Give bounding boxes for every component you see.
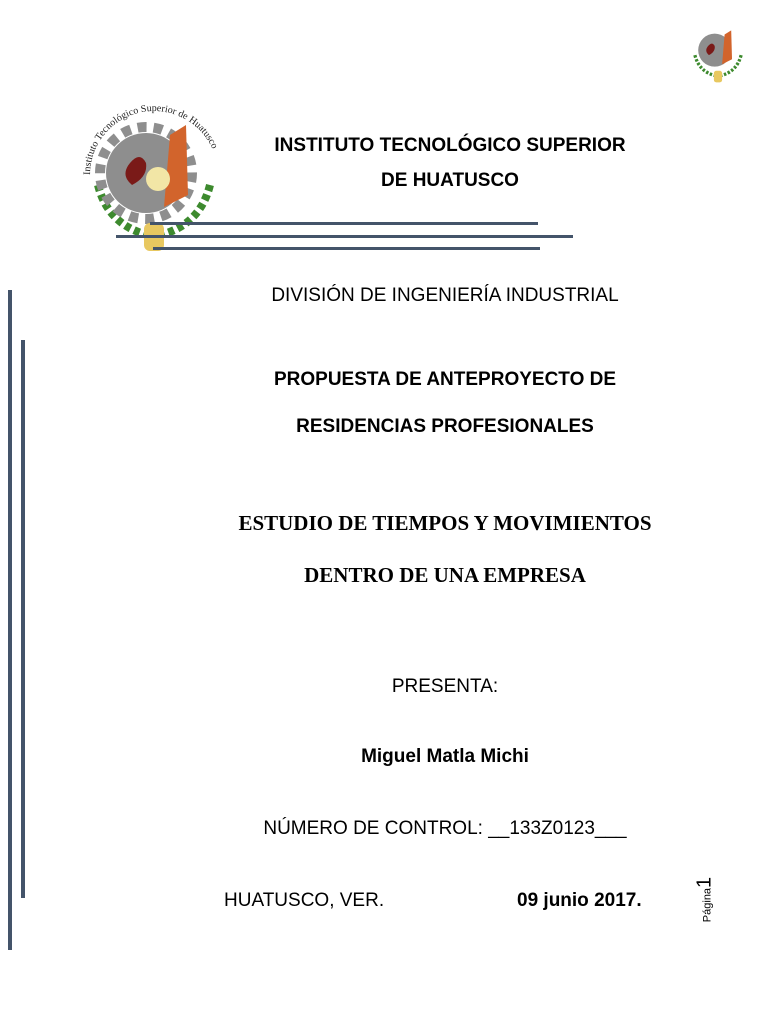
project-title-line1: ESTUDIO DE TIEMPOS Y MOVIMIENTOS <box>238 511 652 535</box>
project-title-line2: DENTRO DE UNA EMPRESA <box>304 563 586 587</box>
proposal-line1: PROPUESTA DE ANTEPROYECTO DE <box>273 369 617 390</box>
institute-logo <box>78 95 230 255</box>
margin-rule <box>8 290 12 950</box>
page-number: 1 <box>693 876 716 888</box>
date: 09 junio 2017. <box>517 890 642 911</box>
corner-logo <box>678 18 758 84</box>
control-number: NÚMERO DE CONTROL: __133Z0123___ <box>263 818 627 839</box>
proposal-line2: RESIDENCIAS PROFESIONALES <box>296 416 594 437</box>
division: DIVISIÓN DE INGENIERÍA INDUSTRIAL <box>271 285 619 306</box>
svg-text:Instituto Tecnológico Superior: Instituto Tecnológico Superior de Huatusco <box>81 102 220 176</box>
place: HUATUSCO, VER. <box>224 890 385 911</box>
institute-name-line1: INSTITUTO TECNOLÓGICO SUPERIOR <box>274 135 626 156</box>
page-footer <box>694 855 717 945</box>
header-rule <box>116 235 573 238</box>
page-label: Página <box>701 887 714 923</box>
author-name: Miguel Matla Michi <box>361 746 529 767</box>
header-rule <box>150 222 538 225</box>
margin-rule <box>21 340 25 898</box>
header-rule <box>153 247 540 250</box>
presenta-label: PRESENTA: <box>391 676 499 697</box>
institute-name-line2: DE HUATUSCO <box>381 170 519 191</box>
